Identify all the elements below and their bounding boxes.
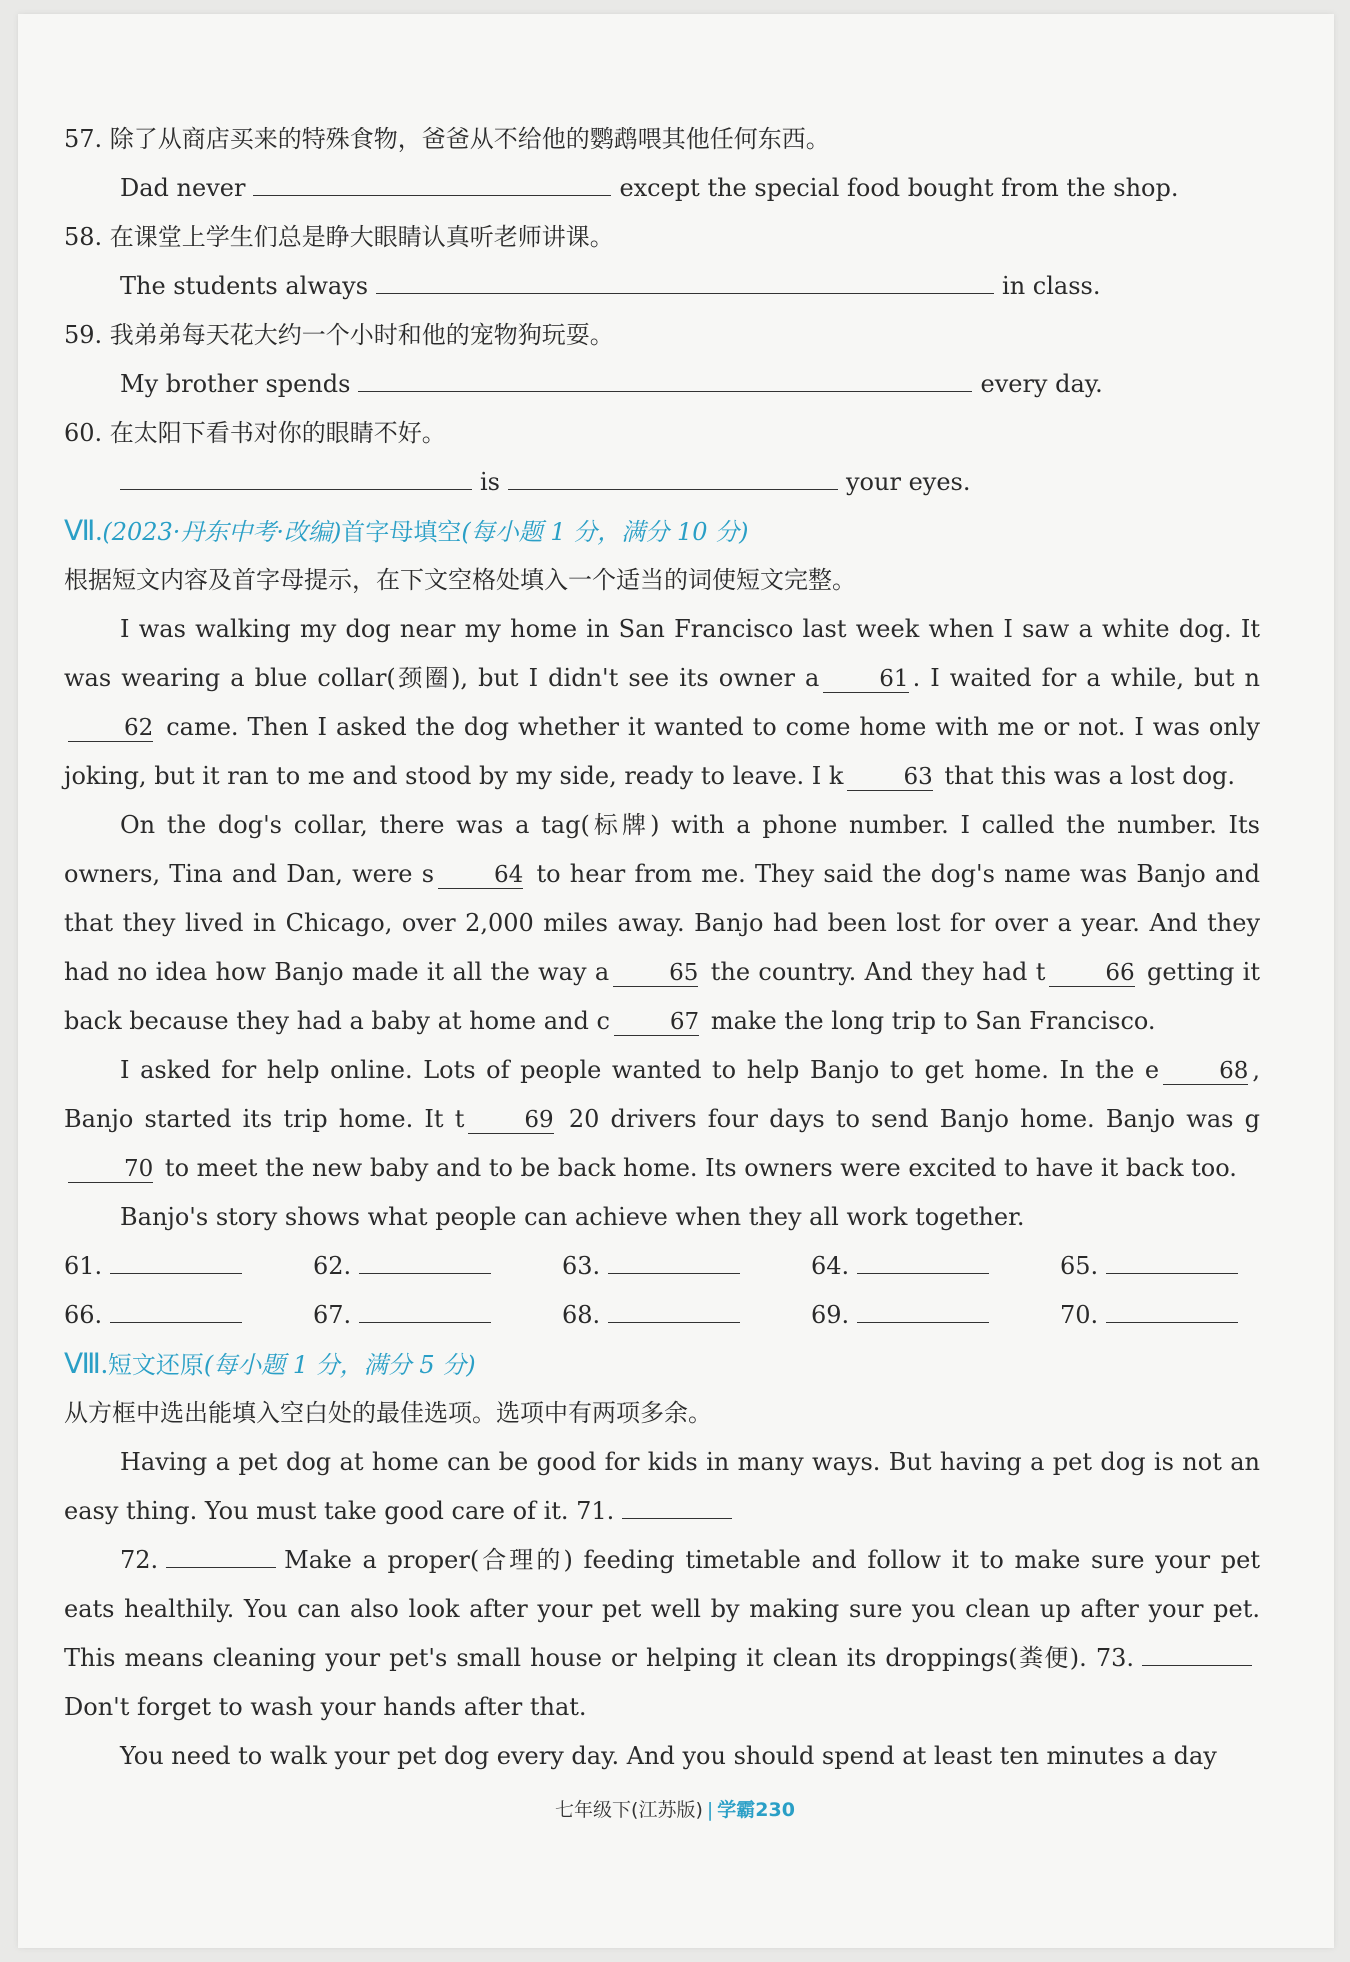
passage7-text: came. Then I asked the dog whether it wanted to come home with me or not. I was only joking, but it ran to me and stood by my side, ready to leave. I k bbox=[64, 713, 1260, 790]
page-content bbox=[64, 115, 1260, 1781]
section-8-title: 短文还原 bbox=[107, 1351, 204, 1379]
passage7-text: the country. And they had t bbox=[710, 958, 1046, 986]
q59-english bbox=[64, 360, 1260, 409]
answer-line[interactable] bbox=[1106, 1251, 1238, 1274]
passage7-text: getting it back because they had a baby at home and c bbox=[64, 958, 1260, 1035]
answer-64[interactable] bbox=[811, 1242, 1011, 1291]
section-7-source: (2023·丹东中考·改编) bbox=[102, 518, 342, 546]
q58-start: The students always bbox=[120, 272, 369, 300]
answer-line[interactable] bbox=[359, 1251, 491, 1274]
section-7-number: Ⅶ. bbox=[64, 516, 103, 547]
passage7-paragraph-1 bbox=[64, 605, 1260, 801]
blank-61[interactable]: 61 bbox=[823, 666, 908, 693]
blank-72[interactable] bbox=[166, 1545, 276, 1568]
answer-number: 65. bbox=[1060, 1252, 1099, 1280]
section-8-score: (每小题 1 分，满分 5 分) bbox=[203, 1351, 476, 1379]
answer-number: 68. bbox=[562, 1301, 601, 1329]
section-8-number: Ⅷ. bbox=[64, 1349, 108, 1380]
answer-line[interactable] bbox=[608, 1300, 740, 1323]
blank-64[interactable]: 64 bbox=[438, 862, 523, 889]
section-8-instructions: 从方框中选出能填入空白处的最佳选项。选项中有两项多余。 bbox=[64, 1399, 712, 1427]
q58-blank[interactable] bbox=[376, 271, 994, 294]
q60-blank-1[interactable] bbox=[120, 467, 472, 490]
answer-63[interactable] bbox=[562, 1242, 762, 1291]
q60-blank-2[interactable] bbox=[508, 467, 838, 490]
answer-65[interactable] bbox=[1060, 1242, 1260, 1291]
answer-number: 63. bbox=[562, 1252, 601, 1280]
q60-english bbox=[64, 458, 1260, 507]
passage7-text: 20 drivers four days to send Banjo home. Banjo was g bbox=[568, 1105, 1260, 1133]
blank-65[interactable]: 65 bbox=[613, 960, 698, 987]
blank-71[interactable] bbox=[622, 1496, 732, 1519]
passage8-paragraph-3: You need to walk your pet dog every day. And you should spend at least ten minutes a day bbox=[120, 1742, 1217, 1770]
answer-line[interactable] bbox=[1106, 1300, 1238, 1323]
passage7-paragraph-4: Banjo's story shows what people can achieve when they all work together. bbox=[120, 1203, 1025, 1231]
passage7-text: I was walking my dog near my home in San Francisco last week when I saw a white dog. It was wearing a blue collar(颈圈), but I didn't see its owner a bbox=[64, 615, 1260, 692]
answer-line[interactable] bbox=[359, 1300, 491, 1323]
answer-number: 67. bbox=[313, 1301, 352, 1329]
answer-number: 70. bbox=[1060, 1301, 1099, 1329]
q59-end: every day. bbox=[980, 370, 1103, 398]
answer-70[interactable] bbox=[1060, 1291, 1260, 1340]
q57-blank[interactable] bbox=[253, 173, 611, 196]
answer-line[interactable] bbox=[857, 1251, 989, 1274]
footer-grade: 七年级下(江苏版) bbox=[555, 1799, 703, 1821]
q59-blank[interactable] bbox=[358, 369, 972, 392]
blank-62[interactable]: 62 bbox=[68, 715, 153, 742]
passage7-paragraph-3 bbox=[64, 1046, 1260, 1193]
answer-row-2 bbox=[64, 1291, 1260, 1340]
passage7-text: to meet the new baby and to be back home. Its owners were excited to have it back too. bbox=[164, 1154, 1237, 1182]
q57-start: Dad never bbox=[120, 174, 246, 202]
section-7-score: (每小题 1 分，满分 10 分) bbox=[461, 518, 749, 546]
passage8-text: Don't forget to wash your hands after that. bbox=[64, 1693, 587, 1721]
passage8-paragraph-1 bbox=[64, 1438, 1260, 1536]
blank-73[interactable] bbox=[1142, 1643, 1252, 1666]
q60-chinese: 60. 在太阳下看书对你的眼睛不好。 bbox=[64, 419, 446, 447]
passage7-text: . I waited for a while, but n bbox=[912, 664, 1261, 692]
q58-end: in class. bbox=[1002, 272, 1101, 300]
answer-number: 69. bbox=[811, 1301, 850, 1329]
passage7-text: On the dog's collar, there was a tag(标牌) with a phone number. I called the number. Its owners, Tina and Dan, were s bbox=[64, 811, 1260, 888]
answer-line[interactable] bbox=[110, 1300, 242, 1323]
passage7-text: , Banjo started its trip home. It t bbox=[64, 1056, 1260, 1133]
passage8-text: Having a pet dog at home can be good for kids in many ways. But having a pet dog is not an easy thing. You must take good care of it. 71. bbox=[64, 1448, 1260, 1525]
answer-line[interactable] bbox=[857, 1300, 989, 1323]
passage8-paragraph-2 bbox=[64, 1536, 1260, 1732]
blank-67[interactable]: 67 bbox=[614, 1009, 699, 1036]
answer-number: 64. bbox=[811, 1252, 850, 1280]
q60-end: your eyes. bbox=[846, 468, 971, 496]
q57-end: except the special food bought from the shop. bbox=[619, 174, 1179, 202]
passage7-text: to hear from me. They said the dog's name was Banjo and that they lived in Chicago, over 2,000 miles away. Banjo had been lost for over a year. And they had no idea how Banjo made it all the way a bbox=[64, 860, 1260, 986]
answer-67[interactable] bbox=[313, 1291, 513, 1340]
footer-page-number: 230 bbox=[755, 1799, 795, 1821]
q59-start: My brother spends bbox=[120, 370, 351, 398]
passage7-text: make the long trip to San Francisco. bbox=[710, 1007, 1156, 1035]
passage7-paragraph-2 bbox=[64, 801, 1260, 1046]
blank-68[interactable]: 68 bbox=[1163, 1058, 1248, 1085]
answer-66[interactable] bbox=[64, 1291, 264, 1340]
section-7-instructions: 根据短文内容及首字母提示，在下文空格处填入一个适当的词使短文完整。 bbox=[64, 566, 856, 594]
q60-mid: is bbox=[480, 468, 500, 496]
q58-chinese: 58. 在课堂上学生们总是睁大眼睛认真听老师讲课。 bbox=[64, 223, 614, 251]
passage7-text: I asked for help online. Lots of people wanted to help Banjo to get home. In the e bbox=[120, 1056, 1160, 1084]
q57-english bbox=[64, 164, 1260, 213]
answer-line[interactable] bbox=[110, 1251, 242, 1274]
blank-70[interactable]: 70 bbox=[68, 1156, 153, 1183]
answer-62[interactable] bbox=[313, 1242, 513, 1291]
q59-chinese: 59. 我弟弟每天花大约一个小时和他的宠物狗玩耍。 bbox=[64, 321, 614, 349]
footer-separator: | bbox=[706, 1799, 714, 1821]
answer-68[interactable] bbox=[562, 1291, 762, 1340]
answer-69[interactable] bbox=[811, 1291, 1011, 1340]
page-footer bbox=[0, 1795, 1350, 1822]
answer-row-1 bbox=[64, 1242, 1260, 1291]
section-8-heading bbox=[64, 1340, 1260, 1389]
blank-63[interactable]: 63 bbox=[847, 764, 932, 791]
q58-english bbox=[64, 262, 1260, 311]
footer-brand: 学霸 bbox=[717, 1799, 756, 1821]
section-7-heading bbox=[64, 507, 1260, 556]
passage8-text: 72. bbox=[120, 1546, 159, 1574]
answer-number: 66. bbox=[64, 1301, 103, 1329]
blank-66[interactable]: 66 bbox=[1049, 960, 1134, 987]
passage8-text: Make a proper(合理的) feeding timetable and follow it to make sure your pet eats healthily. You can also look after your pet well by making sure you clean up after your pet. This means cleaning your pet's small house or helping it clean its droppings(粪便). 73. bbox=[64, 1546, 1260, 1672]
q57-chinese: 57. 除了从商店买来的特殊食物，爸爸从不给他的鹦鹉喂其他任何东西。 bbox=[64, 125, 830, 153]
answer-line[interactable] bbox=[608, 1251, 740, 1274]
answer-number: 61. bbox=[64, 1252, 103, 1280]
answer-number: 62. bbox=[313, 1252, 352, 1280]
passage7-text: that this was a lost dog. bbox=[944, 762, 1236, 790]
blank-69[interactable]: 69 bbox=[468, 1107, 553, 1134]
section-7-title: 首字母填空 bbox=[341, 518, 462, 546]
answer-61[interactable] bbox=[64, 1242, 264, 1291]
